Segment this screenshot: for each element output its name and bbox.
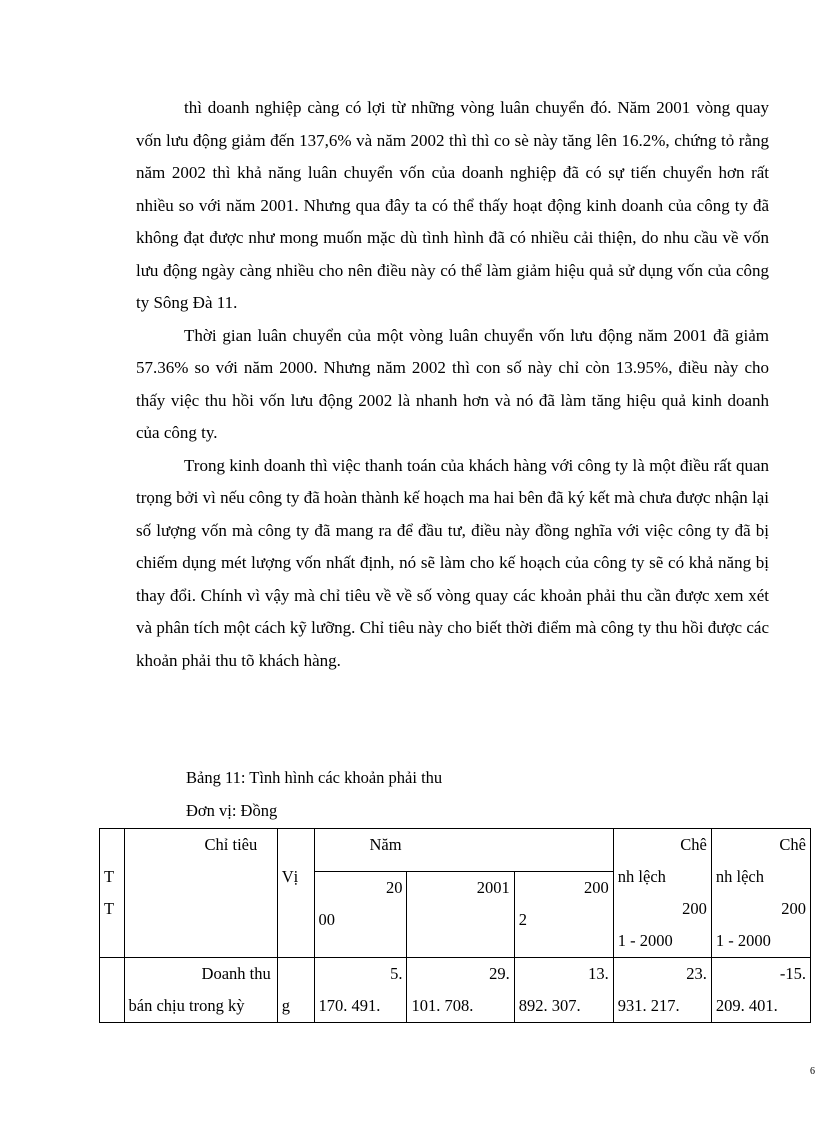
paragraph-2: Thời gian luân chuyển của một vòng luân chuyển vốn lưu động năm 2001 đã giảm 57.36% so với năm 2000. Nhưng năm 2002 thì con số này chỉ còn 13.95%, điều này cho thấy việc thu hồi vốn lưu động 2002 là nhanh hơn và nó đã làm tăng hiệu quả kinh doanh của công ty.	[136, 325, 769, 442]
header-chi-tieu: Chỉ tiêu	[124, 829, 277, 958]
row-diff-2: -15. 209. 401.	[711, 958, 810, 1023]
paragraph-3: Trong kinh doanh thì việc thanh toán của khách hàng với công ty là một điều rất quan trọng bởi vì nếu công ty đã hoàn thành kế hoạch ma hai bên đã ký kết mà chưa được nhận lại số lượng vốn mà công ty đã mang ra để đầu tư, điều này đồng nghĩa với việc công ty đã bị chiếm dụng mét lượng vốn nhất định, nó sẽ làm cho kế hoạch của công ty sẽ có khả năng bị thay đổi. Chính vì vậy mà chỉ tiêu về về số vòng quay các khoản phải thu cần được xem xét và phân tích một cách kỹ lưỡng. Chỉ tiêu này cho biết thời điểm mà công ty thu hồi được các khoản phải thu tõ khách hàng.	[136, 455, 769, 670]
table-row	[100, 958, 811, 1023]
row-chi-tieu: Doanh thu bán chịu trong kỳ	[124, 958, 277, 1023]
paragraph-1: thì doanh nghiệp càng có lợi từ những vòng luân chuyển đó. Năm 2001 vòng quay vốn lưu động giảm đến 137,6% và năm 2002 thì thì co sè này tăng lên 16.2%, chứng tỏ rằng năm 2002 thì khả năng luân chuyển vốn của doanh nghiệp đã có sự tiến chuyển hơn rất nhiều so với năm 2001. Nhưng qua đây ta có thể thấy hoạt động kinh doanh của công ty đã không đạt được như mong muốn mặc dù tình hình đã có nhiều cải thiện, do nhu cầu về vốn lưu động ngày càng nhiều cho nên điều này có thể làm giảm hiệu quả sử dụng vốn của công ty Sông Đà 11.	[136, 98, 769, 312]
row-diff-1: 23. 931. 217.	[613, 958, 711, 1023]
row-value-2001: 29. 101. 708.	[407, 958, 514, 1023]
header-nam: Năm	[314, 829, 613, 872]
header-tt-line2: T	[104, 899, 115, 918]
header-tt	[100, 829, 125, 958]
page-number: 6	[810, 1066, 815, 1077]
receivables-table	[99, 828, 811, 1023]
header-diff-2: Chê nh lệch 200 1 - 2000	[711, 829, 810, 958]
header-don-vi: Vị	[277, 829, 314, 958]
header-tt-line1: T	[104, 867, 115, 886]
header-year-2002: 200 2	[514, 872, 613, 958]
header-diff-1: Chê nh lệch 200 1 - 2000	[613, 829, 711, 958]
table-title: Bảng 11: Tình hình các khoản phải thu	[186, 768, 443, 787]
row-don-vi: g	[277, 958, 314, 1023]
body-text	[136, 92, 769, 677]
row-tt	[100, 958, 125, 1023]
header-year-2000: 20 00	[314, 872, 407, 958]
table-header-row	[100, 829, 811, 872]
row-value-2002: 13. 892. 307.	[514, 958, 613, 1023]
header-year-2001: 2001	[407, 872, 514, 958]
row-value-2000: 5. 170. 491.	[314, 958, 407, 1023]
table-unit: Đơn vị: Đồng	[186, 801, 278, 820]
